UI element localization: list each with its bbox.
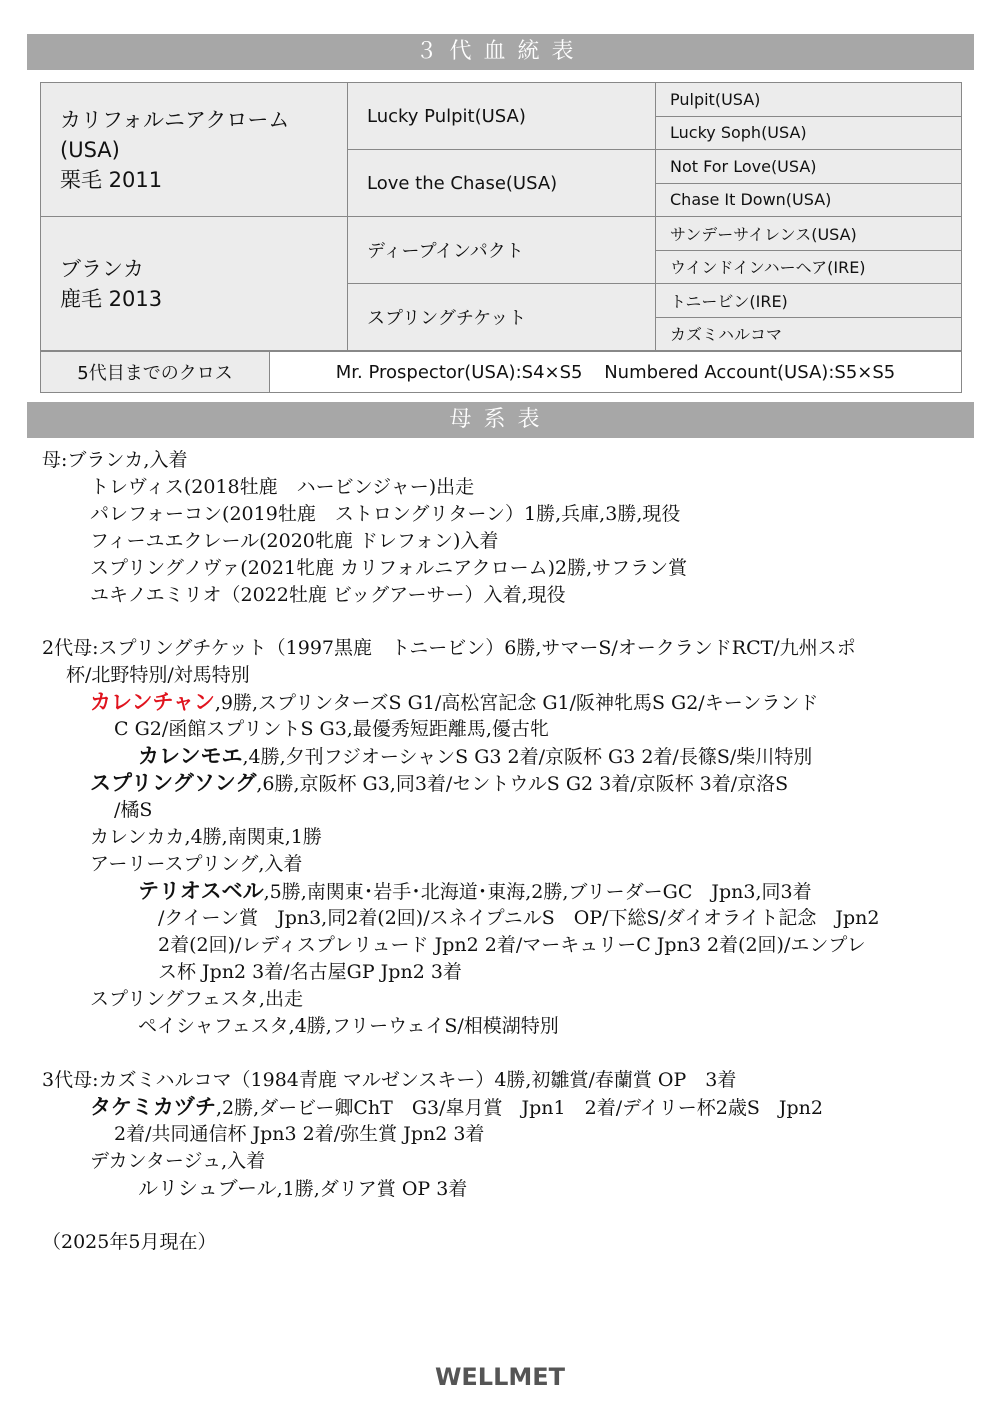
sire-origin: (USA) bbox=[60, 137, 120, 162]
cross-values bbox=[270, 352, 962, 393]
line-text: ,5勝,南関東･岩手･北海道･東海,2勝,ブリーダーGC Jpn3,同3着 bbox=[263, 881, 812, 903]
as-of-date: （2025年5月現在） bbox=[42, 1231, 217, 1253]
pedigree-table bbox=[40, 82, 962, 351]
line-text: （1984青鹿 マルゼンスキー）4勝,初雛賞/春蘭賞 OP 3着 bbox=[231, 1069, 737, 1091]
family-line bbox=[138, 1175, 467, 1203]
line-text: ,2勝,ダービー卿ChT G3/皐月賞 Jpn1 2着/デイリー杯2歳S Jpn2 bbox=[216, 1097, 823, 1119]
family-line bbox=[90, 689, 818, 717]
dam-dam-dam: カズミハルコマ bbox=[656, 317, 962, 351]
family-line: ペイシャフェスタ,4勝,フリーウェイS/相模湖特別 bbox=[138, 1015, 559, 1037]
dam-sire-sire: サンデーサイレンス(USA) bbox=[656, 217, 962, 251]
family-line: 杯/北野特別/対馬特別 bbox=[66, 664, 250, 686]
family-line: ユキノエミリオ（2022牡鹿 ビッグアーサー）入着,現役 bbox=[90, 584, 566, 606]
horse-name: カズミハルコマ bbox=[98, 1069, 232, 1091]
cross-value-2: Numbered Account(USA):S5×S5 bbox=[604, 361, 896, 383]
wellmet-logo: WELLMET bbox=[434, 1363, 566, 1391]
sire-dam-dam: Chase It Down(USA) bbox=[656, 183, 962, 217]
sire-sire: Lucky Pulpit(USA) bbox=[348, 83, 656, 150]
dam-sire-dam: ウインドインハーヘア(IRE) bbox=[656, 250, 962, 284]
family-line: トレヴィス(2018牡鹿 ハービンジャー)出走 bbox=[90, 476, 475, 498]
family-line bbox=[42, 1067, 736, 1094]
line-text: ,4勝,夕刊フジオーシャンS G3 2着/京阪杯 G3 2着/長篠S/柴川特別 bbox=[242, 746, 813, 768]
dam-dam: スプリングチケット bbox=[348, 284, 656, 351]
sire-dam: Love the Chase(USA) bbox=[348, 150, 656, 217]
family-line: 母:ブランカ,入着 bbox=[42, 449, 188, 471]
family-line: フィーユエクレール(2020牝鹿 ドレフォン)入着 bbox=[90, 530, 499, 552]
sire-color-year: 栗毛 2011 bbox=[60, 167, 163, 192]
cross-value-1: Mr. Prospector(USA):S4×S5 bbox=[335, 361, 583, 383]
line-text: ,6勝,京阪杯 G3,同3着/セントウルS G2 3着/京阪杯 3着/京洛S bbox=[256, 773, 789, 795]
family-line: スプリングノヴァ(2021牝鹿 カリフォルニアクローム)2勝,サフラン賞 bbox=[90, 557, 688, 579]
horse-name: タケミカヅチ bbox=[90, 1095, 216, 1119]
dam-color-year: 鹿毛 2013 bbox=[60, 286, 163, 311]
dam-sire: ディープインパクト bbox=[348, 217, 656, 284]
line-text: ,9勝,スプリンターズS G1/高松宮記念 G1/阪神牝馬S G2/キーンランド bbox=[214, 692, 819, 714]
family-line bbox=[90, 1094, 823, 1122]
sire-sire-dam: Lucky Soph(USA) bbox=[656, 116, 962, 150]
sire-cell bbox=[41, 83, 348, 217]
family-line: /橘S bbox=[114, 799, 153, 821]
line-text: 3代母: bbox=[42, 1069, 99, 1091]
family-line: 2代母:スプリングチケット（1997黒鹿 トニービン）6勝,サマーS/オークランドRCT/九州スポ bbox=[42, 637, 856, 659]
family-header: 母系表 bbox=[27, 402, 974, 438]
family-line: /クイーン賞 Jpn3,同2着(2回)/スネイプニルS OP/下総S/ダイオライト記念 Jpn2 bbox=[158, 907, 880, 929]
family-line: ス杯 Jpn2 3着/名古屋GP Jpn2 3着 bbox=[158, 961, 462, 983]
horse-name: カレンモエ bbox=[138, 744, 243, 768]
sire-sire-sire: Pulpit(USA) bbox=[656, 83, 962, 117]
horse-name: スプリングソング bbox=[90, 771, 257, 795]
family-line: スプリングフェスタ,出走 bbox=[90, 988, 303, 1010]
cross-label: 5代目までのクロス bbox=[41, 352, 270, 393]
family-line: 2着/共同通信杯 Jpn3 2着/弥生賞 Jpn2 3着 bbox=[114, 1123, 485, 1145]
family-line: デカンタージュ,入着 bbox=[90, 1150, 266, 1172]
family-line: カレンカカ,4勝,南関東,1勝 bbox=[90, 826, 322, 848]
family-line bbox=[138, 878, 812, 906]
family-line: パレフォーコン(2019牡鹿 ストロングリターン）1勝,兵庫,3勝,現役 bbox=[90, 503, 681, 525]
pedigree-header: ３代血統表 bbox=[27, 34, 974, 70]
dam-dam-sire: トニービン(IRE) bbox=[656, 284, 962, 318]
family-line: C G2/函館スプリントS G3,最優秀短距離馬,優古牝 bbox=[114, 718, 549, 740]
family-line: 2着(2回)/レディスプレリュード Jpn2 2着/マーキュリーC Jpn3 2着(2回)/エンプレ bbox=[158, 934, 866, 956]
horse-name: テリオスベル bbox=[138, 879, 264, 903]
horse-name-highlight: カレンチャン bbox=[90, 690, 215, 714]
cross-table bbox=[40, 351, 962, 393]
dam-name: ブランカ bbox=[60, 256, 144, 281]
family-line: アーリースプリング,入着 bbox=[90, 853, 303, 875]
line-text: ,1勝,ダリア賞 OP 3着 bbox=[276, 1178, 468, 1200]
sire-dam-sire: Not For Love(USA) bbox=[656, 150, 962, 184]
dam-cell bbox=[41, 217, 348, 351]
family-line bbox=[138, 743, 812, 771]
family-line bbox=[90, 770, 788, 798]
sire-name: カリフォルニアクローム bbox=[60, 107, 290, 132]
horse-name: ルリシュブール bbox=[138, 1176, 277, 1200]
